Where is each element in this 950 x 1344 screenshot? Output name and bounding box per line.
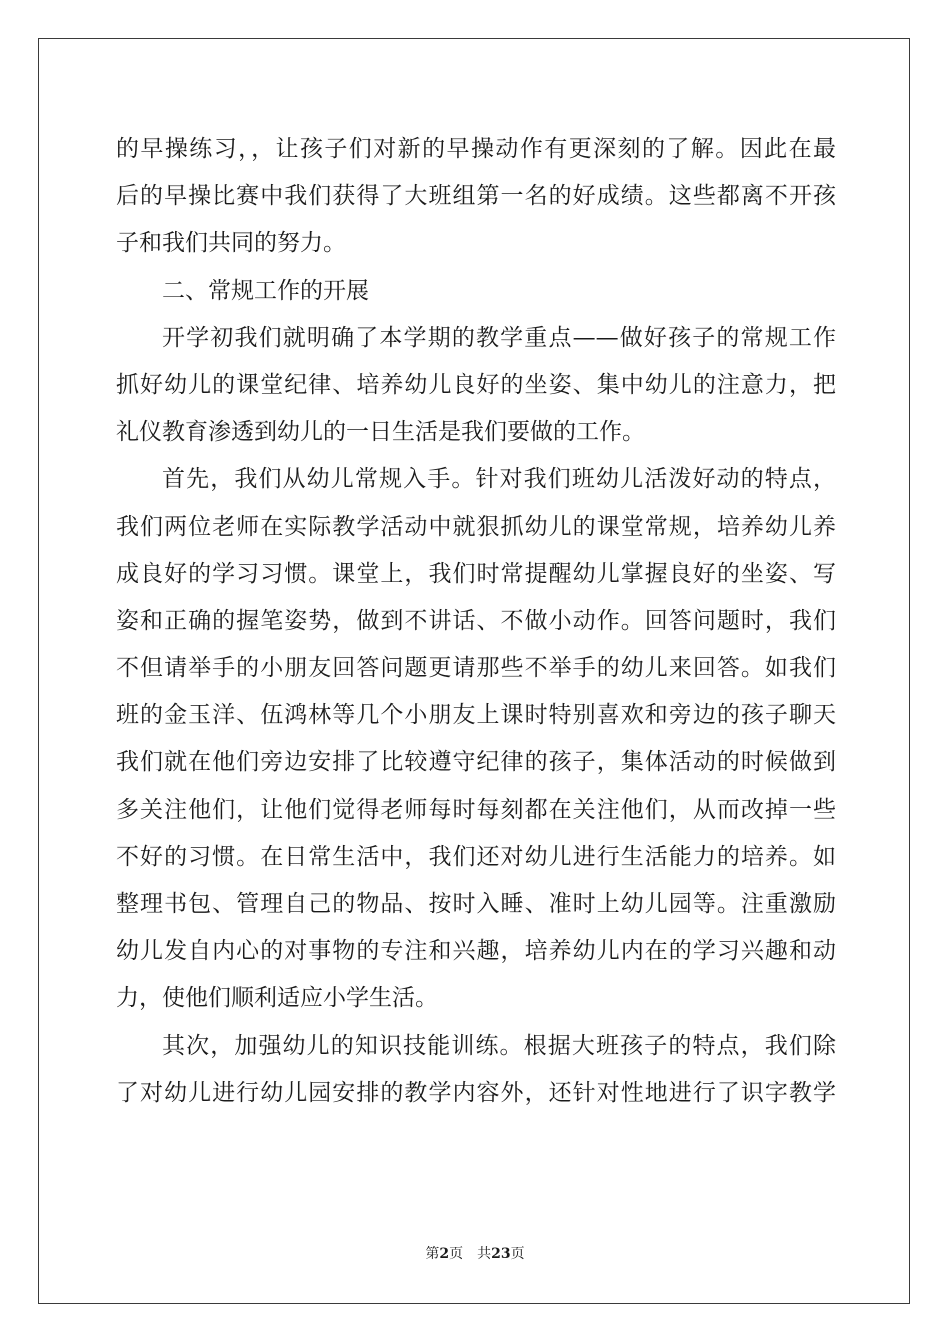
- page-footer: [0, 1243, 950, 1263]
- total-suffix: 页: [510, 1246, 525, 1262]
- text-line-9: 我们两位老师在实际教学活动中就狠抓幼儿的课堂常规，培养幼儿养: [116, 513, 836, 540]
- page-number: 2: [439, 1246, 450, 1262]
- text-line-15: 多关注他们，让他们觉得老师每时每刻都在关注他们，从而改掉一些: [116, 796, 836, 823]
- document-body: [116, 126, 836, 1117]
- page-prefix: 第: [425, 1246, 440, 1262]
- text-line-19: 力，使他们顺利适应小学生活。: [116, 985, 438, 1012]
- text-line-8: 首先，我们从幼儿常规入手。针对我们班幼儿活泼好动的特点，: [162, 466, 836, 493]
- text-line-21: 了对幼儿进行幼儿园安排的教学内容外，还针对性地进行了识字教学: [116, 1079, 836, 1106]
- text-line-11: 姿和正确的握笔姿势，做到不讲话、不做小动作。回答问题时，我们: [116, 607, 836, 634]
- text-line-13: 班的金玉洋、伍鸿林等几个小朋友上课时特别喜欢和旁边的孩子聊天: [116, 702, 836, 729]
- text-line-10: 成良好的学习习惯。课堂上，我们时常提醒幼儿掌握良好的坐姿、写: [116, 560, 836, 587]
- section-heading: 二、常规工作的开展: [162, 277, 369, 304]
- text-line-14: 我们就在他们旁边安排了比较遵守纪律的孩子，集体活动的时候做到: [116, 749, 836, 776]
- text-line-1: 的早操练习，，让孩子们对新的早操动作有更深刻的了解。因此在最: [116, 136, 836, 162]
- text-line-18: 幼儿发自内心的对事物的专注和兴趣，培养幼儿内在的学习兴趣和动: [116, 938, 836, 965]
- text-line-17: 整理书包、管理自己的物品、按时入睡、准时上幼儿园等。注重激励: [116, 891, 836, 917]
- total-prefix: 共: [477, 1246, 492, 1262]
- text-line-16: 不好的习惯。在日常生活中，我们还对幼儿进行生活能力的培养。如: [116, 843, 836, 870]
- total-pages: 23: [491, 1246, 511, 1262]
- text-line-2: 后的早操比赛中我们获得了大班组第一名的好成绩。这些都离不开孩: [116, 183, 836, 210]
- text-line-7: 礼仪教育渗透到幼儿的一日生活是我们要做的工作。: [116, 419, 645, 446]
- text-line-20: 其次，加强幼儿的知识技能训练。根据大班孩子的特点，我们除: [162, 1032, 836, 1059]
- text-line-3: 子和我们共同的努力。: [116, 230, 346, 257]
- text-line-6: 抓好幼儿的课堂纪律、培养幼儿良好的坐姿、集中幼儿的注意力，把: [116, 371, 836, 398]
- page-suffix: 页: [449, 1246, 464, 1262]
- text-line-5: 开学初我们就明确了本学期的教学重点——做好孩子的常规工作: [162, 324, 836, 351]
- text-line-12: 不但请举手的小朋友回答问题更请那些不举手的幼儿来回答。如我们: [116, 655, 836, 682]
